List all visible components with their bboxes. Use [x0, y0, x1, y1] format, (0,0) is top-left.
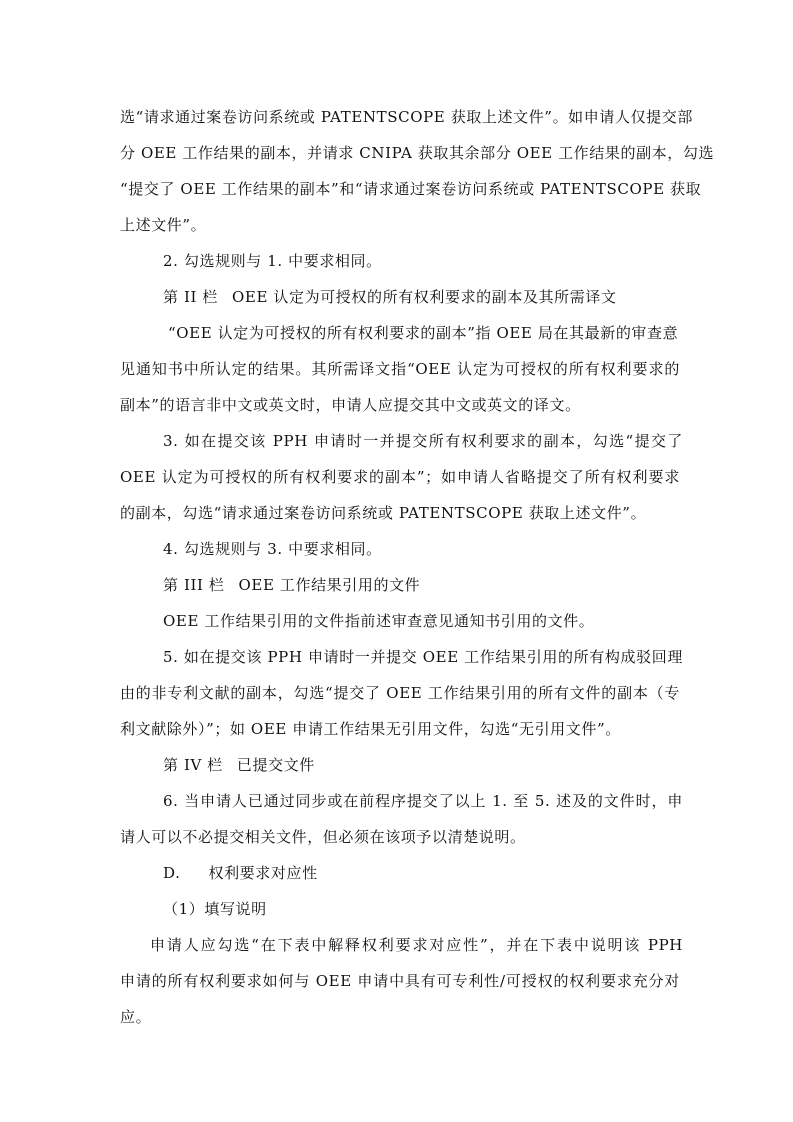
paragraph-line: 6. 当申请人已通过同步或在前程序提交了以上 1. 至 5. 述及的文件时，申: [163, 792, 683, 810]
paragraph-line: 的副本，勾选“请求通过案卷访问系统或 PATENTSCOPE 获取上述文件”。: [120, 504, 647, 522]
paragraph-line: 分 OEE 工作结果的副本，并请求 CNIPA 获取其余部分 OEE 工作结果的副本，勾选: [120, 144, 715, 162]
section-label: D.: [163, 864, 181, 882]
paragraph-line: 5. 如在提交该 PPH 申请时一并提交 OEE 工作结果引用的所有构成驳回理: [163, 648, 683, 666]
section-heading-ii: [163, 287, 683, 307]
paragraph-line: 请人可以不必提交相关文件，但必须在该项予以清楚说明。: [120, 828, 526, 846]
section-title: 权利要求对应性: [208, 864, 318, 882]
paragraph-line: OEE 工作结果引用的文件指前述审查意见通知书引用的文件。: [163, 612, 595, 630]
paragraph-line: 利文献除外）”；如 OEE 申请工作结果无引用文件，勾选“无引用文件”。: [120, 720, 621, 738]
paragraph-line: 选“请求通过案卷访问系统或 PATENTSCOPE 获取上述文件”。如申请人仅提交部: [120, 108, 693, 126]
section-title: OEE 工作结果引用的文件: [238, 576, 421, 594]
paragraph-line: 申请人应勾选“在下表中解释权利要求对应性”，并在下表中说明该 PPH: [150, 936, 683, 954]
section-title: 已提交文件: [236, 756, 315, 774]
section-label: 第 II 栏: [163, 288, 218, 306]
paragraph-line: 上述文件”。: [120, 216, 207, 234]
paragraph-line: 3. 如在提交该 PPH 申请时一并提交所有权利要求的副本，勾选“提交了: [163, 432, 683, 450]
paragraph-line: 2. 勾选规则与 1. 中要求相同。: [163, 252, 382, 270]
section-label: 第 III 栏: [163, 576, 225, 594]
paragraph-line: 应。: [120, 1008, 152, 1026]
section-label: 第 IV 栏: [163, 756, 223, 774]
paragraph-line: “OEE 认定为可授权的所有权利要求的副本”指 OEE 局在其最新的审查意: [168, 324, 679, 342]
paragraph-line: 副本”的语言非中文或英文时，申请人应提交其中文或英文的译文。: [120, 396, 581, 414]
paragraph-line: 4. 勾选规则与 3. 中要求相同。: [163, 540, 382, 558]
section-title: OEE 认定为可授权的所有权利要求的副本及其所需译文: [232, 288, 617, 306]
section-heading-iii: [163, 575, 683, 595]
paragraph-line: 由的非专利文献的副本，勾选“提交了 OEE 工作结果引用的所有文件的副本（专: [120, 684, 680, 702]
paragraph-line: 见通知书中所认定的结果。其所需译文指“OEE 认定为可授权的所有权利要求的: [120, 360, 680, 378]
paragraph-line: OEE 认定为可授权的所有权利要求的副本”；如申请人省略提交了所有权利要求: [120, 468, 680, 486]
paragraph-line: 申请的所有权利要求如何与 OEE 申请中具有可专利性/可授权的权利要求充分对: [120, 972, 680, 990]
subheading: （1）填写说明: [163, 900, 267, 918]
section-heading-d: [163, 863, 683, 883]
section-heading-iv: [163, 755, 683, 775]
paragraph-line: “提交了 OEE 工作结果的副本”和“请求通过案卷访问系统或 PATENTSCOPE 获取: [120, 180, 702, 198]
